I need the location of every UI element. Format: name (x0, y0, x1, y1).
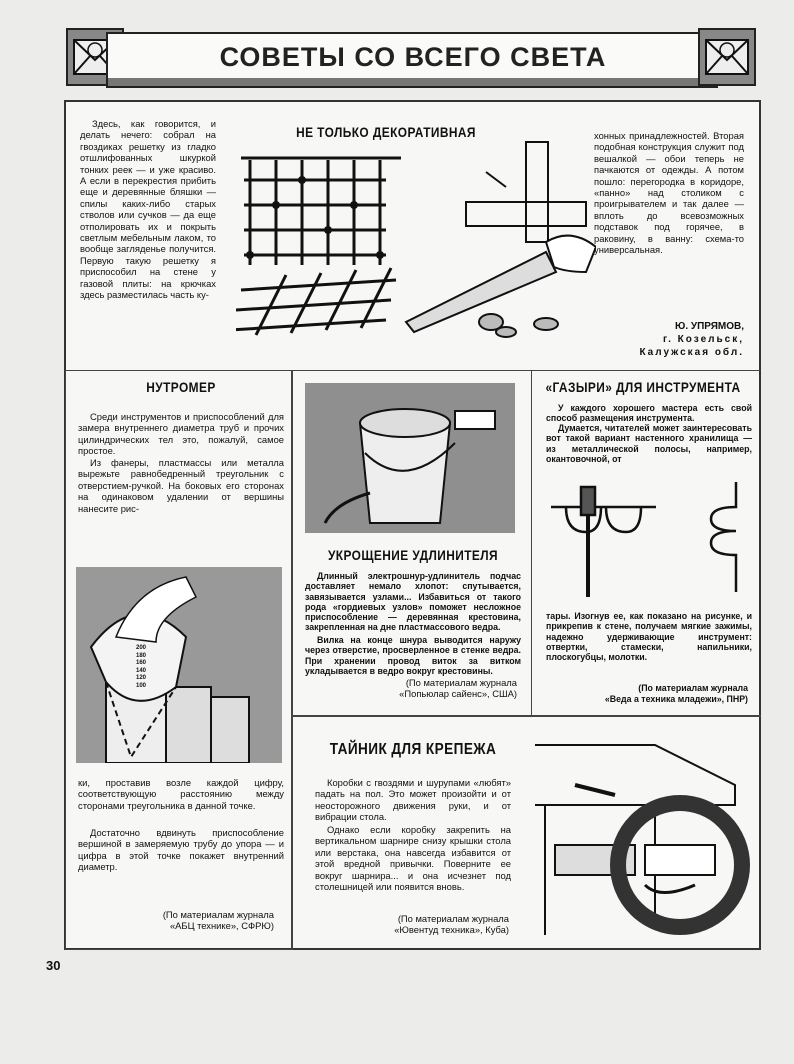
article-text: ки, проставив возле каждой цифру, соответствующую расстоянию между сторонами треугольника в данной точке. (78, 777, 284, 811)
section-header (66, 24, 760, 96)
article-text: Среди инструментов и приспособлений для замера внутреннего диаметра труб и прочих цилиндрических тел это, пожалуй, самое простое. (78, 411, 284, 457)
source-line: (По материалам журнала (638, 683, 748, 693)
saw-cutting-illustration (396, 132, 596, 342)
source-credit (313, 913, 509, 935)
author-signature (586, 320, 744, 359)
article-fastener-stash (292, 716, 761, 950)
article-title: НЕ ТОЛЬКО ДЕКОРАТИВНАЯ (296, 124, 476, 140)
page-number: 30 (46, 958, 61, 973)
page-frame (64, 100, 761, 950)
author-city: г. Козельск, (662, 334, 744, 345)
scale-label: 160 (136, 660, 147, 666)
article-internal-gauge (65, 370, 292, 950)
source-line: «Попьюлар сайенс», США) (399, 688, 517, 699)
tool-holder-illustration (546, 467, 756, 602)
article-text: Достаточно вдвинуть приспособление вершиной в замеряемую трубу до упора — и цифра в этой точке покажет внутренний диаметр. (78, 827, 284, 873)
article-extension-cord (292, 370, 532, 716)
scale-label: 100 (136, 682, 147, 689)
article-text: Однако если коробку закрепить на вертикальном шарнире снизу крышки стола или верстака, она навсегда избавится от этой вредной привычки. Поверните ее вокруг шарнира... и она исчезнет под столешницей или появится вновь. (315, 824, 511, 893)
article-decorative-lattice (66, 102, 759, 370)
source-line: (По материалам журнала (162, 909, 274, 920)
scale-label: 120 (136, 675, 147, 681)
gauge-scale (136, 645, 146, 690)
article-tool-holder (532, 370, 761, 716)
article-text: тары. Изогнув ее, как показано на рисунке, и прикрепив к стене, получаем мягкие зажимы, надежно удерживающие инструмент: отвертки, стамески, напильники, плоскогубцы, молотки. (546, 611, 752, 663)
article-text: Коробки с гвоздями и шурупами «любят» падать на пол. Это может произойти и от неосторожного движения руки, и от вибрации стола. (315, 777, 511, 823)
article-text: Думается, читателей может заинтересовать вот такой вариант настенного хранилища — из металлической полосы, например, окантовочной, от (546, 423, 752, 464)
bucket-illustration (305, 383, 515, 533)
article-text: У каждого хорошего мастера есть свой способ размещения инструмента. (546, 403, 752, 424)
article-title: УКРОЩЕНИЕ УДЛИНИТЕЛЯ (327, 547, 499, 563)
lattice-illustration (236, 150, 406, 340)
article-text: хонных принадлежностей. Вторая подобная конструкция служит под вешалкой — обои теперь не пачкаются от одежды. А потом пошло: перегородка в коридоре, «панно» над столиком с проигрывателем и так далее — вплоть до всевозможных подставок под горячее, в раковину, в ванну: схема-то универсальная. (594, 130, 744, 256)
author-name: Ю. УПРЯМОВ, (675, 321, 744, 332)
article-title: ТАЙНИК ДЛЯ КРЕПЕЖА (329, 741, 497, 758)
article-title: «ГАЗЫРИ» ДЛЯ ИНСТРУМЕНТА (545, 379, 741, 395)
source-line: (По материалам журнала (397, 913, 509, 924)
article-title: НУТРОМЕР (146, 379, 216, 395)
gauge-illustration (76, 567, 282, 763)
source-line: «АБЦ технике», СФРЮ) (169, 920, 274, 931)
article-text: Длинный электрошнур-удлинитель подчас доставляет немало хлопот: спутывается, завязывается узлами... Избавиться от такого рода «гордиевых узлов» поможет несложное приспособление — деревянная крестовина, закрепленная на дне пластмассового ведра. (305, 571, 521, 633)
article-text: Из фанеры, пластмассы или металла вырежьте равнобедренный треугольник с отверстием-ручкой. На боковых его сторонах на одинаковом удалении от вершины нанесите рис- (78, 457, 284, 514)
source-credit (546, 683, 748, 705)
source-credit (78, 909, 274, 931)
source-line: «Ювентуд техника», Куба) (394, 924, 509, 935)
scale-label: 140 (136, 667, 147, 674)
hidden-box-illustration (535, 725, 760, 945)
source-credit (305, 677, 517, 699)
scale-label: 180 (136, 652, 147, 659)
author-region: Калужская обл. (639, 347, 744, 358)
source-line: «Веда а техника младежи», ПНР) (604, 694, 748, 704)
scale-label: 200 (136, 645, 147, 651)
source-line: (По материалам журнала (405, 677, 517, 688)
page-title: СОВЕТЫ СО ВСЕГО СВЕТА (219, 42, 607, 72)
article-text: Здесь, как говорится, и делать нечего: собрал на гвоздиках решетку из гладко отшлифованных шкуркой тонких реек — и уже красиво. А если в перекрестия прибить еще и деревянные бляшки — спилы каких-либо старых стволов или сучков — да еще отполировать их и покрыть светлым мебельным лаком, то вообще загляденье получится. Первую такую решетку я приспособил на стене у газовой плиты: на крючках здесь разместилась часть ку- (80, 118, 216, 301)
envelope-icon (698, 28, 756, 86)
article-text: Вилка на конце шнура выводится наружу через отверстие, просверленное в стенке ведра. При хранении провод виток за витком укладывается в ведро вокруг крестовины. (305, 635, 521, 676)
